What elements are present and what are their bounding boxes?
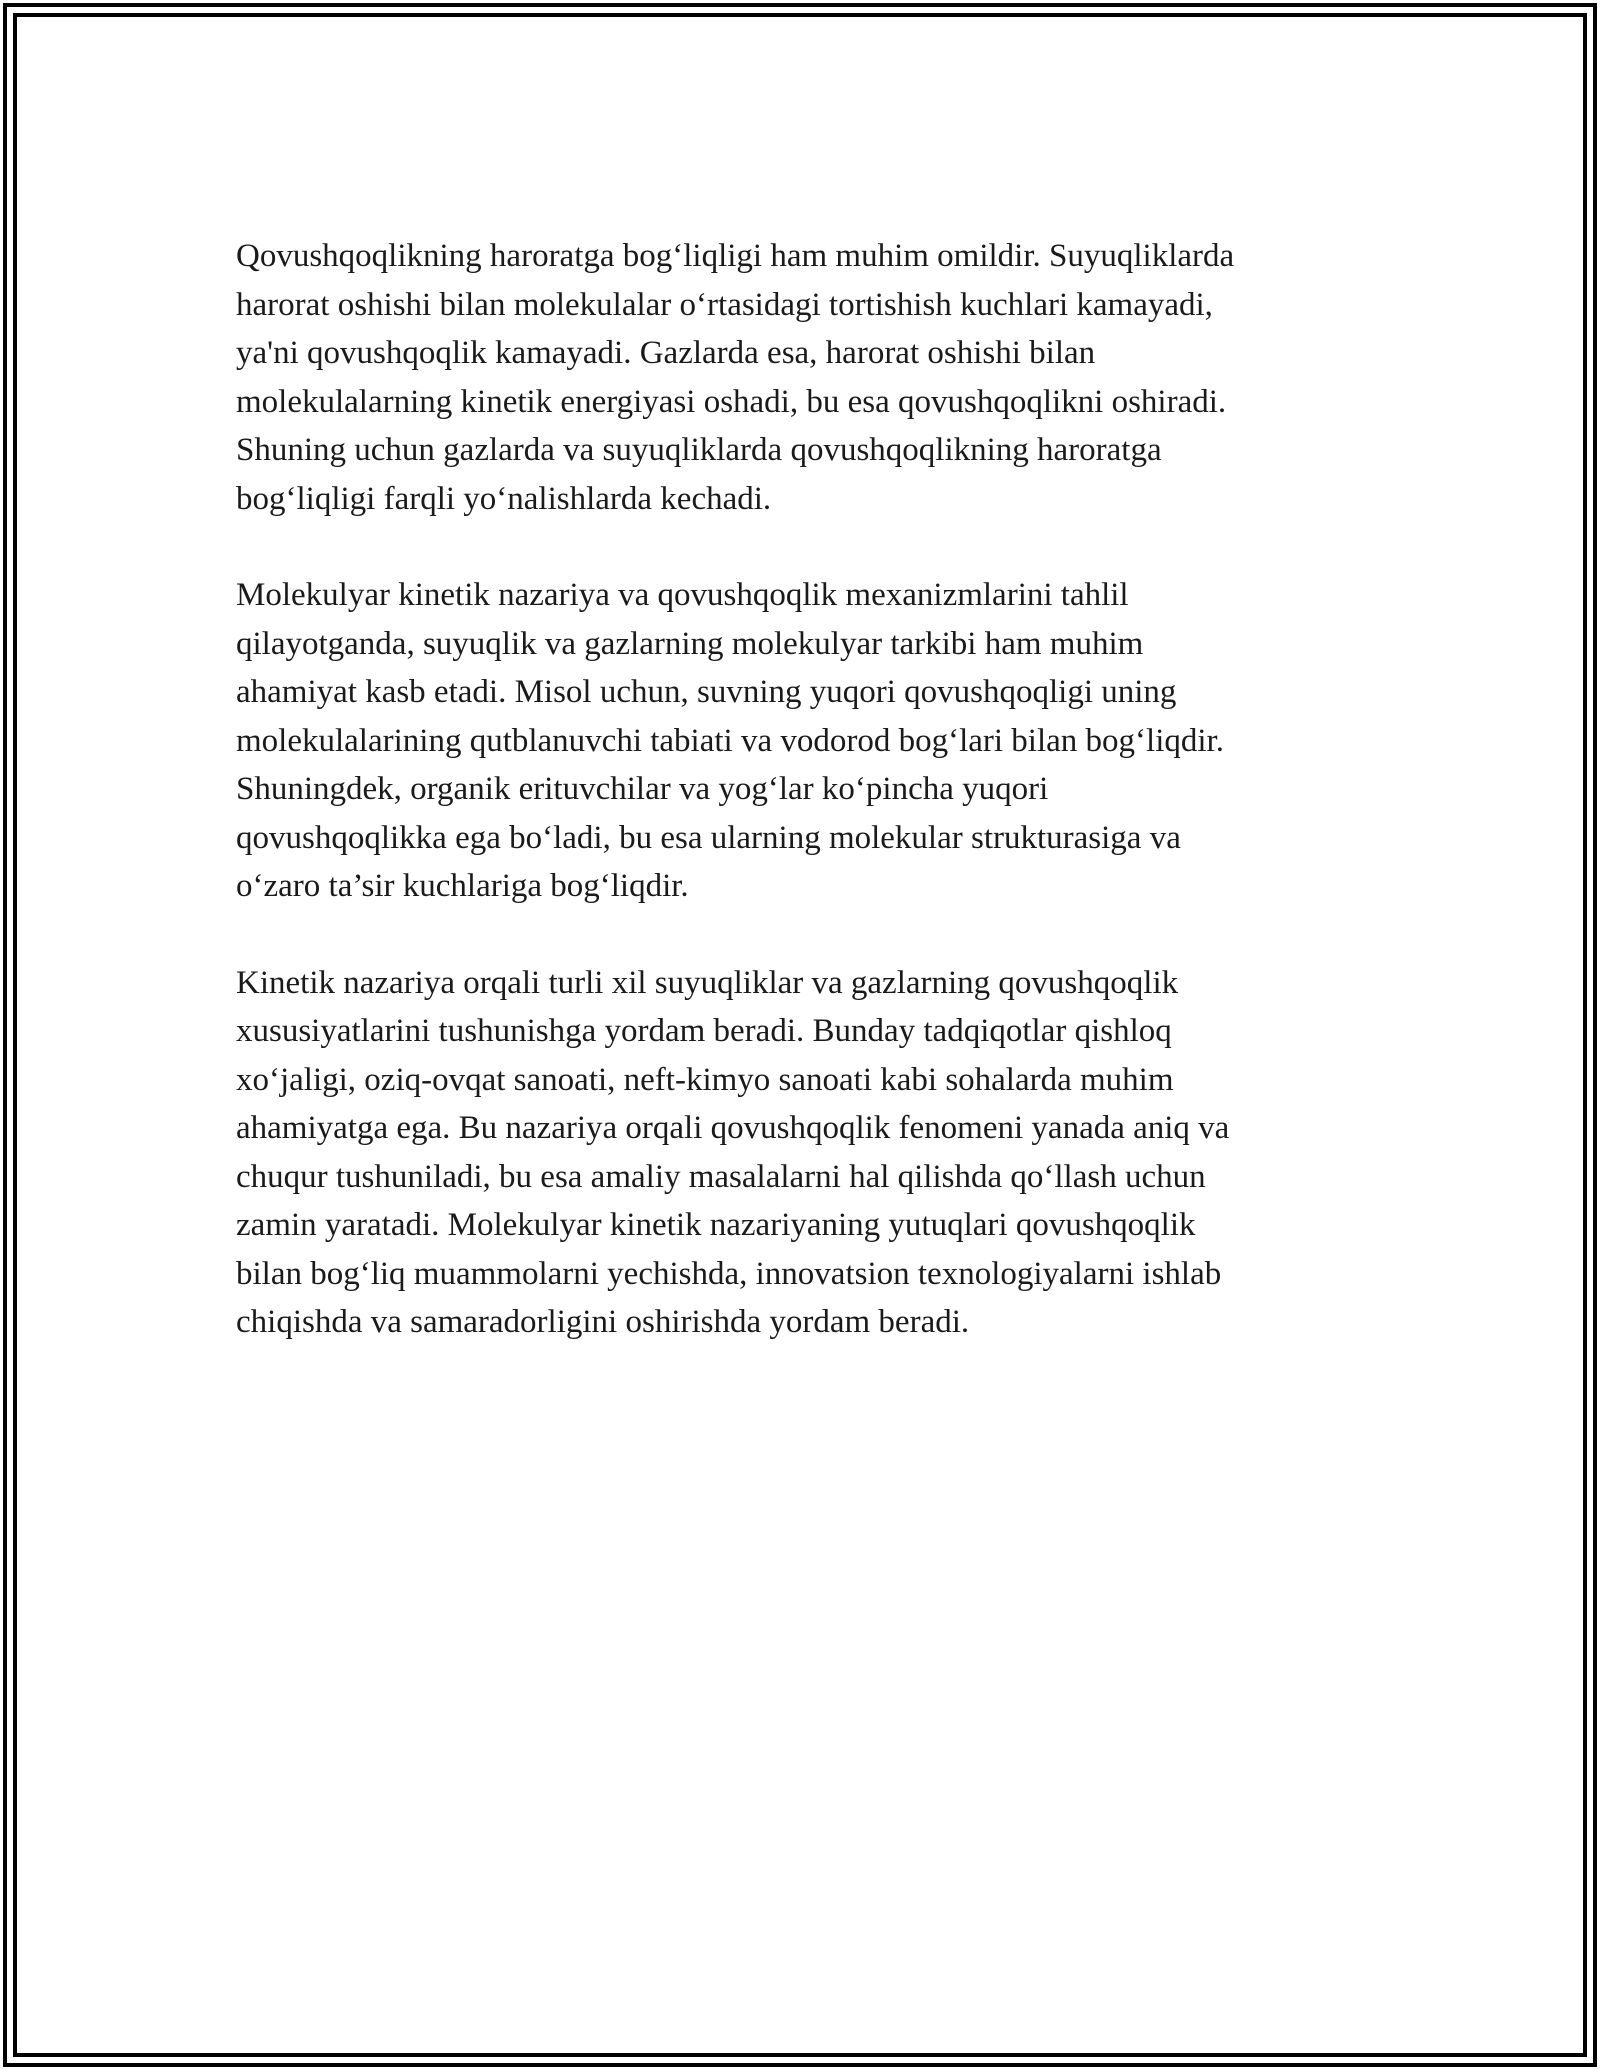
text-line: ahamiyat kasb etadi. Misol uchun, suvning yuqori qovushqoqligi uning xyxy=(236,674,1177,710)
text-line: Shuning uchun gazlarda va suyuqliklarda qovushqoqlikning haroratga xyxy=(236,432,1162,468)
text-line: molekulalarining qutblanuvchi tabiati va vodorod bog‘lari bilan bog‘liqdir. xyxy=(236,722,1224,759)
paragraph-temperature-dependence xyxy=(236,232,1366,523)
text-line: zamin yaratadi. Molekulyar kinetik nazariyaning yutuqlari qovushqoqlik xyxy=(236,1207,1196,1243)
text-line: ya'ni qovushqoqlik kamayadi. Gazlarda esa, harorat oshishi bilan xyxy=(236,335,1096,371)
text-line: harorat oshishi bilan molekulalar o‘rtasidagi tortishish kuchlari kamayadi, xyxy=(236,286,1213,323)
text-line: Qovushqoqlikning haroratga bog‘liqligi ham muhim omildir. Suyuqliklarda xyxy=(236,238,1235,274)
text-line: qilayotganda, suyuqlik va gazlarning molekulyar tarkibi ham muhim xyxy=(236,625,1144,662)
text-line: xo‘jaligi, oziq-ovqat sanoati, neft-kimyo sanoati kabi sohalarda muhim xyxy=(236,1061,1174,1098)
text-line: o‘zaro ta’sir kuchlariga bog‘liqdir. xyxy=(236,868,689,904)
document-body xyxy=(236,232,1366,1395)
text-line: molekulalarning kinetik energiyasi oshadi, bu esa qovushqoqlikni oshiradi. xyxy=(236,383,1227,420)
text-line: xususiyatlarini tushunishga yordam beradi. Bunday tadqiqotlar qishloq xyxy=(236,1013,1172,1049)
text-line: qovushqoqlikka ega bo‘ladi, bu esa ularning molekular strukturasiga va xyxy=(236,819,1181,856)
text-line: ahamiyatga ega. Bu nazariya orqali qovushqoqlik fenomeni yanada aniq va xyxy=(236,1110,1230,1146)
paragraph-molecular-composition xyxy=(236,571,1366,911)
text-line: chiqishda va samaradorligini oshirishda yordam beradi. xyxy=(236,1304,970,1340)
text-line: chuqur tushuniladi, bu esa amaliy masalalarni hal qilishda qo‘llash uchun xyxy=(236,1158,1206,1195)
text-line: bog‘liqligi farqli yo‘nalishlarda kechadi. xyxy=(236,480,772,517)
paragraph-applications xyxy=(236,959,1366,1347)
text-line: bilan bog‘liq muammolarni yechishda, innovatsion texnologiyalarni ishlab xyxy=(236,1255,1222,1292)
text-line: Kinetik nazariya orqali turli xil suyuqliklar va gazlarning qovushqoqlik xyxy=(236,964,1179,1001)
text-line: Shuningdek, organik erituvchilar va yog‘lar ko‘pincha yuqori xyxy=(236,771,1049,807)
text-line: Molekulyar kinetik nazariya va qovushqoqlik mexanizmlarini tahlil xyxy=(236,577,1129,613)
